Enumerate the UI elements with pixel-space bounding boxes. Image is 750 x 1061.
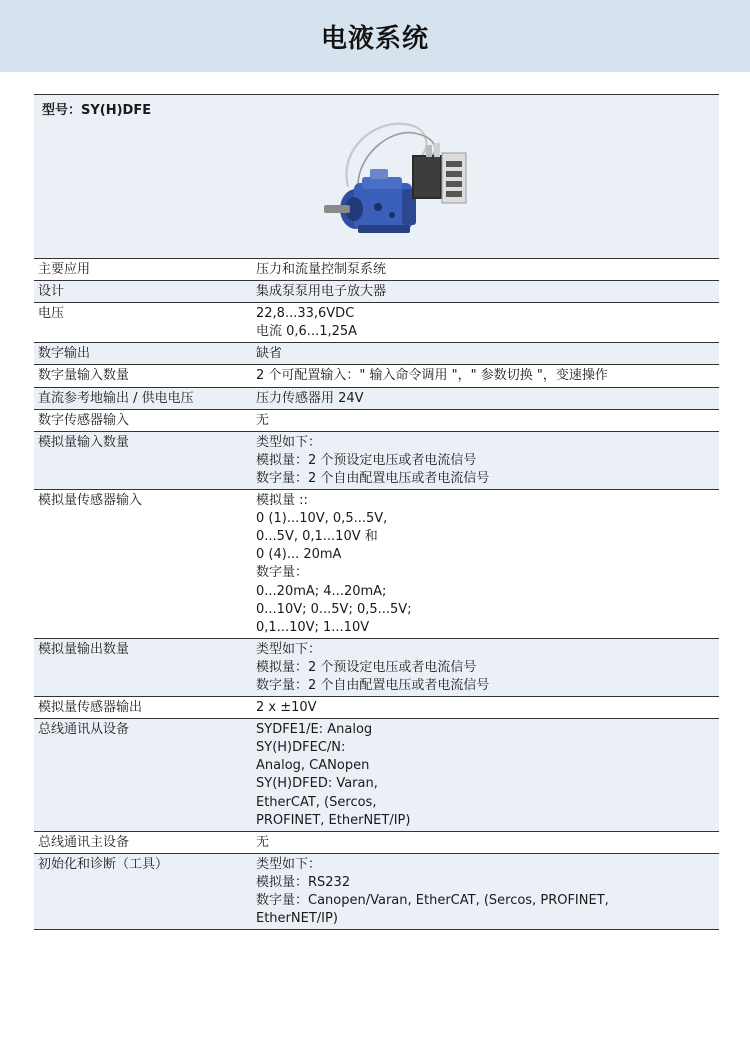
spec-table <box>34 94 719 930</box>
spec-value-line: 0...20mA; 4...20mA; <box>256 583 387 599</box>
spec-row <box>34 410 719 432</box>
spec-row <box>34 343 719 365</box>
spec-key: 数字输出 <box>38 346 91 362</box>
spec-row <box>34 388 719 410</box>
spec-row <box>34 697 719 719</box>
spec-value-line: SYDFE1/E: Analog <box>256 722 373 738</box>
spec-value-line: 类型如下： <box>256 434 322 450</box>
spec-value-line: SY(H)DFED: Varan, <box>256 776 378 792</box>
spec-value-line: 无 <box>256 834 270 850</box>
spec-key: 模拟量传感器输入 <box>38 493 143 509</box>
spec-value <box>252 832 719 853</box>
spec-value-line: 压力和流量控制泵系统 <box>256 262 387 277</box>
spec-value-line: 0 (1)...10V, 0,5...5V, <box>256 511 388 527</box>
spec-row <box>34 259 719 281</box>
spec-value <box>252 697 719 718</box>
spec-value <box>252 303 719 342</box>
spec-value-line: 0,1...10V; 1...10V <box>256 619 370 635</box>
spec-value-line: EtherCAT, (Sercos, <box>256 794 377 810</box>
spec-value-line: 类型如下： <box>256 641 322 657</box>
page-header <box>0 0 750 72</box>
spec-value-line: 模拟量：2 个预设定电压或者电流信号 <box>256 452 477 468</box>
spec-value-line: 模拟量 :: <box>256 493 308 509</box>
spec-value-line: 0...10V; 0...5V; 0,5...5V; <box>256 601 412 617</box>
spec-row <box>34 281 719 303</box>
spec-value <box>252 281 719 302</box>
spec-row <box>34 719 719 832</box>
spec-value <box>252 410 719 431</box>
spec-value-line: 数字量：Canopen/Varan, EtherCAT, (Sercos, PROFINET, <box>256 893 609 908</box>
spec-rows <box>34 259 719 929</box>
spec-value <box>252 388 719 409</box>
spec-value-line: PROFINET, EtherNET/IP) <box>256 812 411 828</box>
spec-value <box>252 343 719 364</box>
spec-key: 模拟量输入数量 <box>38 434 130 450</box>
spec-value-line: 22,8...33,6VDC <box>256 306 355 322</box>
spec-row <box>34 490 719 639</box>
spec-value-line: SY(H)DFEC/N: <box>256 740 346 756</box>
spec-row <box>34 365 719 387</box>
spec-key: 模拟量传感器输出 <box>38 700 143 716</box>
spec-value-line: 数字量：2 个自由配置电压或者电流信号 <box>256 470 490 486</box>
spec-value-line: 压力传感器用 24V <box>256 390 364 406</box>
spec-value-line: 0...5V, 0,1...10V 和 <box>256 529 378 545</box>
spec-value <box>252 259 719 280</box>
spec-value-line: 数字量： <box>256 565 309 581</box>
model-block <box>34 95 719 259</box>
page-title: 电液系统 <box>320 23 429 54</box>
spec-value <box>252 365 719 386</box>
spec-row <box>34 854 719 929</box>
spec-value-line: 数字量：2 个自由配置电压或者电流信号 <box>256 677 490 693</box>
spec-value-line: Analog, CANopen <box>256 758 370 774</box>
spec-key: 总线通讯主设备 <box>38 834 130 850</box>
pump-product-image <box>318 117 476 239</box>
spec-value-line: EtherNET/IP) <box>256 911 338 927</box>
spec-value-line: 0 (4)... 20mA <box>256 547 342 563</box>
model-label: 型号：SY(H)DFE <box>42 103 152 118</box>
spec-row <box>34 832 719 854</box>
spec-value-line: 缺省 <box>256 346 283 362</box>
spec-key: 模拟量输出数量 <box>38 641 130 657</box>
spec-row <box>34 303 719 343</box>
spec-row <box>34 432 719 490</box>
spec-value-line: 2 x ±10V <box>256 700 317 716</box>
spec-value-line: 2 个可配置输入：" 输入命令调用 "，" 参数切换 "，变速操作 <box>256 368 608 384</box>
spec-value-line: 模拟量：2 个预设定电压或者电流信号 <box>256 659 477 675</box>
spec-key: 数字传感器输入 <box>38 412 130 428</box>
spec-value-line: 电流 0,6...1,25A <box>256 324 358 340</box>
spec-key: 初始化和诊断（工具） <box>38 856 169 872</box>
spec-key: 电压 <box>38 306 65 322</box>
spec-row <box>34 639 719 697</box>
spec-value <box>252 490 719 638</box>
spec-key: 主要应用 <box>38 262 91 277</box>
spec-value-line: 集成泵泵用电子放大器 <box>256 284 387 300</box>
spec-value-line: 类型如下： <box>256 856 322 872</box>
spec-key: 总线通讯从设备 <box>38 722 130 738</box>
spec-key: 直流参考地输出 / 供电电压 <box>38 390 194 406</box>
spec-value <box>252 854 719 929</box>
spec-value-line: 无 <box>256 412 270 428</box>
spec-value <box>252 719 719 831</box>
spec-value <box>252 432 719 489</box>
spec-value-line: 模拟量：RS232 <box>256 874 351 890</box>
spec-value <box>252 639 719 696</box>
spec-key: 设计 <box>38 284 65 300</box>
spec-key: 数字量输入数量 <box>38 368 130 384</box>
